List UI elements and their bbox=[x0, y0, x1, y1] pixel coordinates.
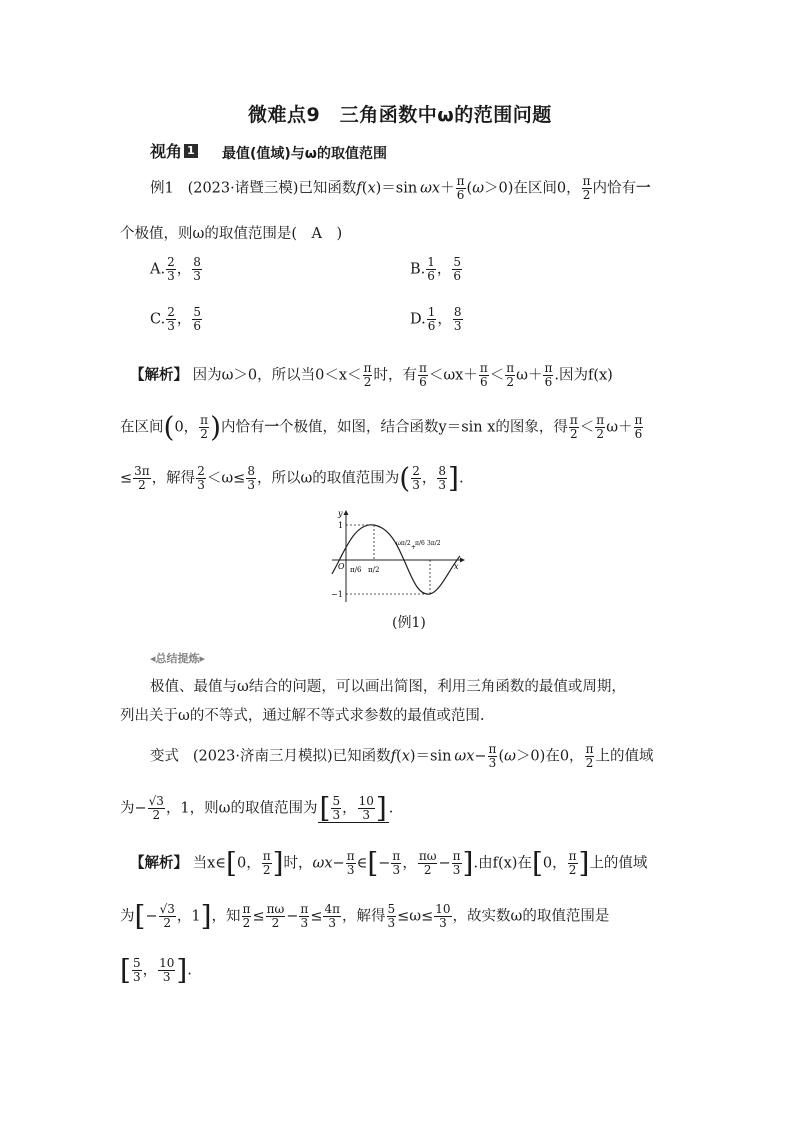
figure-caption: (例1) bbox=[392, 615, 426, 631]
summary-label: ◂总结提炼▸ bbox=[150, 652, 206, 665]
y-label: y bbox=[338, 509, 343, 518]
section-tag-number: 1 bbox=[184, 144, 198, 158]
tick-wpi2: ωπ/2 bbox=[396, 540, 411, 547]
x-axis-arrow bbox=[460, 558, 465, 563]
x-label: x bbox=[454, 562, 459, 571]
example1-stem-line2: 个极值，则ω的取值范围是( A ) bbox=[120, 226, 343, 242]
option-b: B. $\frac{1}{6}$ ， $\frac{5}{6}$ bbox=[410, 255, 462, 283]
sine-curve bbox=[332, 525, 460, 594]
tick-3pi2: 3π/2 bbox=[427, 540, 441, 547]
variant-stem-line2: 为− $\frac{√3}{2}$ ，1，则ω的取值范围为[ $\frac{5}{3}$ ， $\frac{10}{3}$ ] . bbox=[120, 791, 394, 825]
tick-pi6b: π/6 bbox=[415, 540, 425, 547]
summary-line1: 极值、最值与ω结合的问题，可以画出简图，利用三角函数的最值或周期， bbox=[150, 679, 626, 695]
variant-source: (2023·济南三月模拟) bbox=[192, 748, 333, 765]
summary-line2: 列出关于ω的不等式，通过解不等式求参数的最值或范围. bbox=[120, 708, 485, 724]
sine-figure bbox=[326, 508, 466, 604]
example1-analysis-line1: 【解析】 因为ω＞0，所以当0＜x＜ $\frac{\pi}{2}$ 时，有 $\frac{\pi}{6}$ ＜ωx＋ $\frac{\pi}{6}$ ＜ $\frac{\pi}{2}$ ω＋ $\frac{\pi}{6}$ .因为f(x) bbox=[130, 361, 613, 389]
tick-pi6: π/6 bbox=[350, 566, 362, 574]
example1-analysis-line3: ≤ $\frac{3\pi}{2}$ ，解得 $\frac{2}{3}$ ＜ω≤ $\frac{8}{3}$ ，所以ω的取值范围为( $\frac{2}{3}$ ， $\frac{8}{3}$ ]. bbox=[120, 461, 464, 495]
section-tag-label: 视角 bbox=[150, 142, 183, 161]
option-d: D. $\frac{1}{6}$ ， $\frac{8}{3}$ bbox=[410, 305, 462, 333]
variant-stem-line1: 变式 (2023·济南三月模拟)已知函数f(x)＝sin ωx− $\frac{\pi}{3}$ (ω＞0)在0， $\frac{\pi}{2}$ 上的值域 bbox=[150, 742, 654, 770]
example1-source: (2023·诸暨三模) bbox=[187, 180, 299, 197]
origin-label: O bbox=[338, 562, 345, 571]
tick-plus: + bbox=[411, 544, 417, 551]
page-title: 微难点9 三角函数中ω的范围问题 bbox=[248, 104, 552, 126]
tick-pi2: π/2 bbox=[368, 566, 380, 574]
variant-analysis-line3: [ $\frac{5}{3}$ ， $\frac{10}{3}$ ]. bbox=[120, 953, 192, 987]
option-a: A. $\frac{2}{3}$ ， $\frac{8}{3}$ bbox=[150, 255, 201, 283]
section-title: 最值(值域)与ω的取值范围 bbox=[222, 146, 387, 162]
example1-analysis-line2: 在区间(0， $\frac{\pi}{2}$ )内恰有一个极值，如图，结合函数y＝sin x的图象，得 $\frac{\pi}{2}$ ＜ $\frac{\pi}{2}$ ω＋ $\frac{\pi}{6}$ bbox=[120, 410, 643, 444]
variant-label: 变式 bbox=[150, 748, 179, 765]
example1-stem-line1: 例1 (2023·诸暨三模)已知函数f(x)＝sin ωx＋ $\frac{\pi}{6}$ (ω＞0)在区间0， $\frac{\pi}{2}$ 内恰有一 bbox=[150, 174, 651, 202]
example1-label: 例1 bbox=[150, 180, 174, 197]
section-tag bbox=[150, 139, 198, 162]
variant-analysis-line2: 为[− $\frac{√3}{2}$ ，1]，知 $\frac{\pi}{2}$ ≤ $\frac{\pi\omega}{2}$ − $\frac{\pi}{3}$ ≤ $\frac{4\pi}{3}$ ，解得 $\frac{5}{3}$ ≤ω≤ $\frac{10}{3}$ ，故实数ω的取值范围是 bbox=[120, 899, 610, 933]
variant-analysis-line1: 【解析】 当x∈[0， $\frac{\pi}{2}$ ]时，ωx− $\frac{\pi}{3}$ ∈[− $\frac{\pi}{3}$ ， $\frac{\pi\omega}{2}$ − $\frac{\pi}{3}$ ].由f(x)在[0， $\frac{\pi}{2}$ ]上的值域 bbox=[130, 846, 648, 880]
variant-answer-blank: [ $\frac{5}{3}$ ， $\frac{10}{3}$ ] bbox=[319, 791, 387, 825]
option-c: C. $\frac{2}{3}$ ， $\frac{5}{6}$ bbox=[150, 305, 201, 333]
y-tick-neg1: −1 bbox=[331, 590, 343, 599]
y-axis-arrow bbox=[344, 510, 349, 515]
y-tick-1: 1 bbox=[338, 521, 344, 530]
